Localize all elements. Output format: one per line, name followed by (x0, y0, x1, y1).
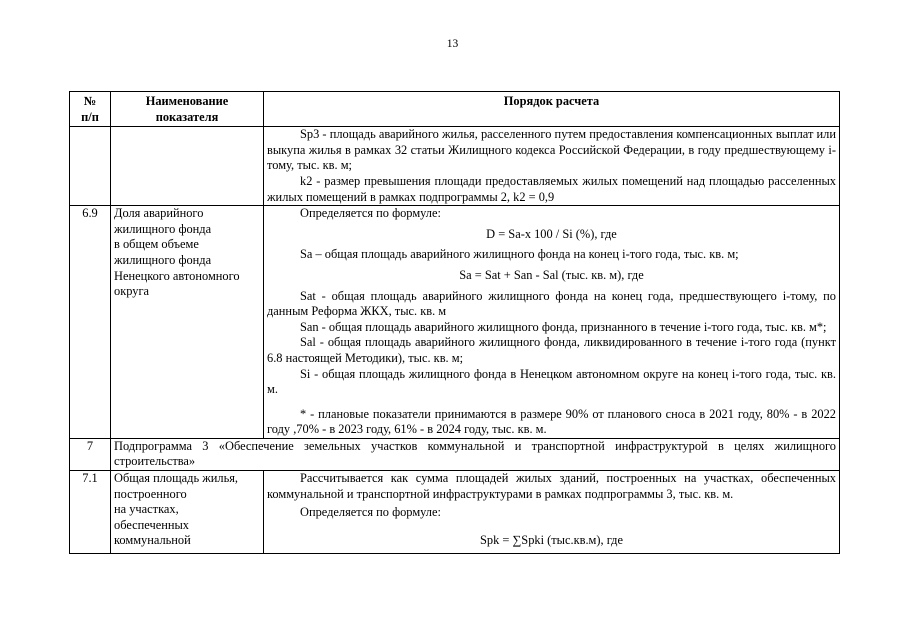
formula-d: D = Sa-x 100 / Si (%), где (486, 226, 617, 241)
page-number: 13 (446, 38, 459, 50)
calc-description: Рассчитывается как сумма площадей жилых зданий, построенных на участках, обеспеченных коммунальной и транспортной инфраструктурами в рамках подпрограммы 3, тыс. кв. м. (267, 471, 836, 501)
header-num (70, 92, 111, 127)
indicator-name-line: жилищного фонда (114, 252, 212, 267)
subprogram-title-cell (111, 438, 840, 470)
row-number: 6.9 (70, 206, 111, 439)
indicator-name-line: Ненецкого автономного (114, 268, 240, 283)
formula-intro: Определяется по формуле: (300, 505, 441, 520)
header-num-line-1: № (83, 94, 97, 108)
indicator-name-line: в общем объеме (114, 237, 199, 252)
sat-definition: Sat - общая площадь аварийного жилищного фонда на конец года, предшествующего i-тому, по данным Реформа ЖКХ, тыс. кв. м (267, 288, 836, 319)
row-number: 7 (70, 438, 111, 470)
cell-calc-continuation (264, 127, 840, 206)
cell-name-empty (111, 127, 264, 206)
table-row-6-9 (70, 206, 840, 439)
header-name-line-1: Наименование (145, 94, 229, 108)
si-definition: Si - общая площадь жилищного фонда в Ненецком автономном округе на конец i-того года, тыс. кв. м. (267, 366, 836, 397)
table-row-7-1 (70, 471, 840, 554)
indicator-name-line: коммунальной (114, 533, 191, 548)
cell-num-empty (70, 127, 111, 206)
indicator-name-line: Общая площадь жилья, (114, 471, 239, 486)
header-name (111, 92, 264, 127)
formula-sa: Sa = Sat + San - Sal (тыс. кв. м), где (459, 267, 644, 282)
indicator-name-line: обеспеченных (114, 517, 189, 532)
table-row-continuation (70, 127, 840, 206)
table-row-7 (70, 438, 840, 470)
calculation-procedure (264, 206, 840, 439)
header-name-line-2: показателя (155, 109, 219, 124)
table-header-row (70, 92, 840, 127)
sp3-definition: Sp3 - площадь аварийного жилья, расселенного путем предоставления компенсационных выплат или выкупа жилья в рамках 32 статьи Жилищного кодекса Российской Федерации, в году предшествующему i-тому, тыс. кв. м; (267, 127, 836, 173)
k2-definition: k2 - размер превышения площади предоставляемых жилых помещений над площадью расселенных жилых помещений в рамках подпрограммы 2, k2 = 0,9 (267, 173, 836, 204)
calculation-procedure (264, 471, 840, 554)
indicator-name-line: построенного (114, 486, 187, 501)
san-definition: San - общая площадь аварийного жилищного фонда, признанного в течение i-того года, тыс. кв. м*; (300, 319, 827, 334)
calculation-table (69, 91, 840, 554)
formula-intro: Определяется по формуле: (300, 206, 441, 221)
row-number: 7.1 (70, 471, 111, 554)
sal-definition: Sal - общая площадь аварийного жилищного фонда, ликвидированного в течение i-того года (пункт 6.8 настоящей Методики), тыс. кв. м; (267, 335, 836, 365)
sa-definition: Sa – общая площадь аварийного жилищного фонда на конец i-того года, тыс. кв. м; (300, 247, 739, 262)
indicator-name-line: Доля аварийного (114, 206, 204, 221)
formula-spk: Spk = ∑Spki (тыс.кв.м), где (480, 532, 623, 547)
subprogram-title: Подпрограмма 3 «Обеспечение земельных участков коммунальной и транспортной инфраструктурой в целях жилищного строительства» (114, 438, 836, 469)
header-num-line-2: п/п (81, 109, 99, 124)
header-calc: Порядок расчета (264, 92, 840, 127)
indicator-name (111, 471, 264, 554)
indicator-name-line: жилищного фонда (114, 221, 212, 236)
footnote: * - плановые показатели принимаются в размере 90% от планового сноса в 2021 году, 80% - в 2022 году ,70% - в 2023 году, 61% - в 2024 году, тыс. кв. м. (267, 406, 836, 437)
indicator-name-line: на участках, (114, 502, 179, 517)
indicator-name-line: округа (114, 284, 150, 299)
indicator-name (111, 206, 264, 439)
